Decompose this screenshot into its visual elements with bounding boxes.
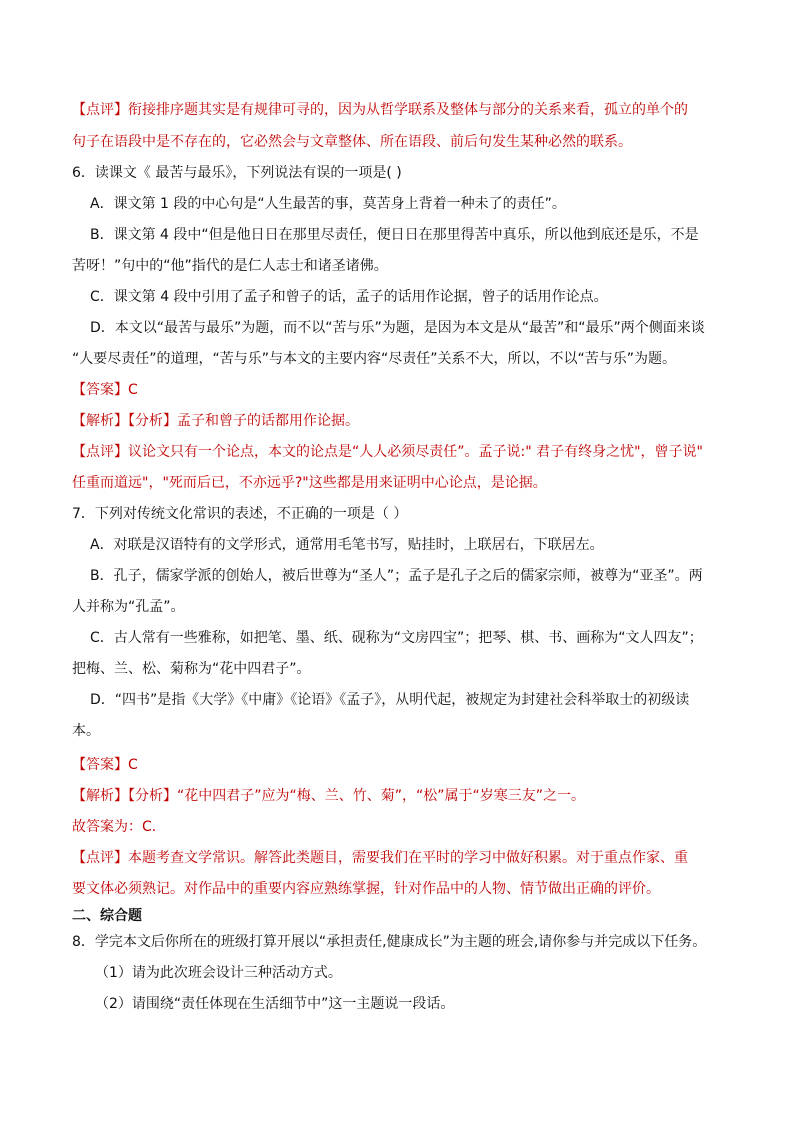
- analysis-text: 孟子和曾子的话都用作论据。: [177, 413, 359, 429]
- option-c: C．课文第 4 段中引用了孟子和曾子的话，孟子的话用作论据，曾子的话用作论点。: [90, 289, 608, 305]
- analysis-tag: 【解析】【分析】: [72, 788, 177, 804]
- comment-line: [72, 473, 547, 493]
- analysis-line: [72, 411, 359, 431]
- question-6-stem: 6．读课文《 最苦与最乐》，下列说法有误的一项是( ): [72, 165, 402, 181]
- option-b-continued: 人并称为“孔孟”。: [72, 599, 185, 615]
- option-a: A．课文第 1 段的中心句是“人生最苦的事，莫苦身上背着一种未了的责任”。: [90, 196, 566, 212]
- question-8-stem: 8．学完本文后你所在的班级打算开展以“承担责任,健康成长”为主题的班会,请你参与并完成以下任务。: [72, 934, 707, 950]
- analysis-tag: 【解析】【分析】: [72, 413, 177, 429]
- option-d: D．本文以“最苦与最乐”为题，而不以“苦与乐”为题，是因为本文是从“最苦”和“最乐”两个侧面来谈: [90, 320, 705, 336]
- answer-line: [72, 380, 138, 400]
- question-7-stem: 7．下列对传统文化常识的表述，不正确的一项是（ ）: [72, 506, 408, 522]
- comment-tag: 【点评】: [72, 444, 128, 460]
- answer-line: [72, 755, 138, 775]
- task-2: （2）请围绕“责任体现在生活细节中”这一主题说一段话。: [95, 996, 455, 1012]
- task-1: （1）请为此次班会设计三种活动方式。: [95, 965, 342, 981]
- comment-text: 衔接排序题其实是有规律可寻的，因为从哲学联系及整体与部分的关系来看，孤立的单个的: [128, 102, 688, 118]
- analysis-line: [72, 786, 585, 806]
- option-d-continued: “人要尽责任”的道理，“苦与乐”与本文的主要内容“尽责任”关系不大，所以，不以“苦与乐”为题。: [72, 351, 677, 367]
- option-d-continued: 本。: [72, 723, 100, 739]
- section-heading: 二、综合题: [72, 908, 142, 924]
- option-b: B．课文第 4 段中“但是他日日在那里尽责任，便日日在那里得苦中真乐，所以他到底还是乐，不是: [90, 227, 699, 243]
- comment-line: [72, 879, 660, 899]
- comment-text: 本题考查文学常识。解答此类题目，需要我们在平时的学习中做好积累。对于重点作家、重: [128, 850, 688, 866]
- answer-tag: 【答案】: [72, 382, 128, 398]
- option-a: A．对联是汉语特有的文学形式，通常用毛笔书写，贴挂时，上联居右，下联居左。: [90, 537, 604, 553]
- option-b: B．孔子，儒家学派的创始人，被后世尊为“圣人”；孟子是孔子之后的儒家宗师，被尊为“亚圣”。两: [90, 568, 703, 584]
- comment-line: [72, 132, 632, 152]
- option-c: C．古人常有一些雅称，如把笔、墨、纸、砚称为“文房四宝”；把琴、棋、书、画称为“文人四友”；: [90, 630, 703, 646]
- comment-line: [72, 442, 703, 462]
- comment-text: 句子在语段中是不存在的，它必然会与文章整体、所在语段、前后句发生某种必然的联系。: [72, 134, 632, 150]
- answer-value: C: [128, 382, 138, 398]
- option-b-continued: 苦呀！”句中的“他”指代的是仁人志士和诸圣诸佛。: [72, 258, 388, 274]
- comment-text: 任重而道远"，"死而后已，不亦远乎?"这些都是用来证明中心论点，是论据。: [72, 475, 547, 491]
- answer-value: C: [128, 757, 138, 773]
- comment-text: 要文体必须熟记。对作品中的重要内容应熟练掌握，针对作品中的人物、情节做出正确的评价。: [72, 881, 660, 897]
- answer-tag: 【答案】: [72, 757, 128, 773]
- comment-tag: 【点评】: [72, 102, 128, 118]
- comment-line: [72, 100, 688, 120]
- comment-text: 议论文只有一个论点，本文的论点是“人人必须尽责任”。孟子说:" 君子有终身之忧"，曾子说": [128, 444, 703, 460]
- analysis-text: “花中四君子”应为“梅、兰、竹、菊”，“松”属于“岁寒三友”之一。: [177, 788, 586, 804]
- option-d: D．“四书”是指《大学》《中庸》《论语》《孟子》，从明代起，被规定为封建社会科举取士的初级读: [90, 692, 690, 708]
- comment-line: [72, 848, 688, 868]
- comment-tag: 【点评】: [72, 850, 128, 866]
- option-c-continued: 把梅、兰、松、菊称为“花中四君子”。: [72, 661, 311, 677]
- final-answer-line: 故答案为：C.: [72, 819, 157, 835]
